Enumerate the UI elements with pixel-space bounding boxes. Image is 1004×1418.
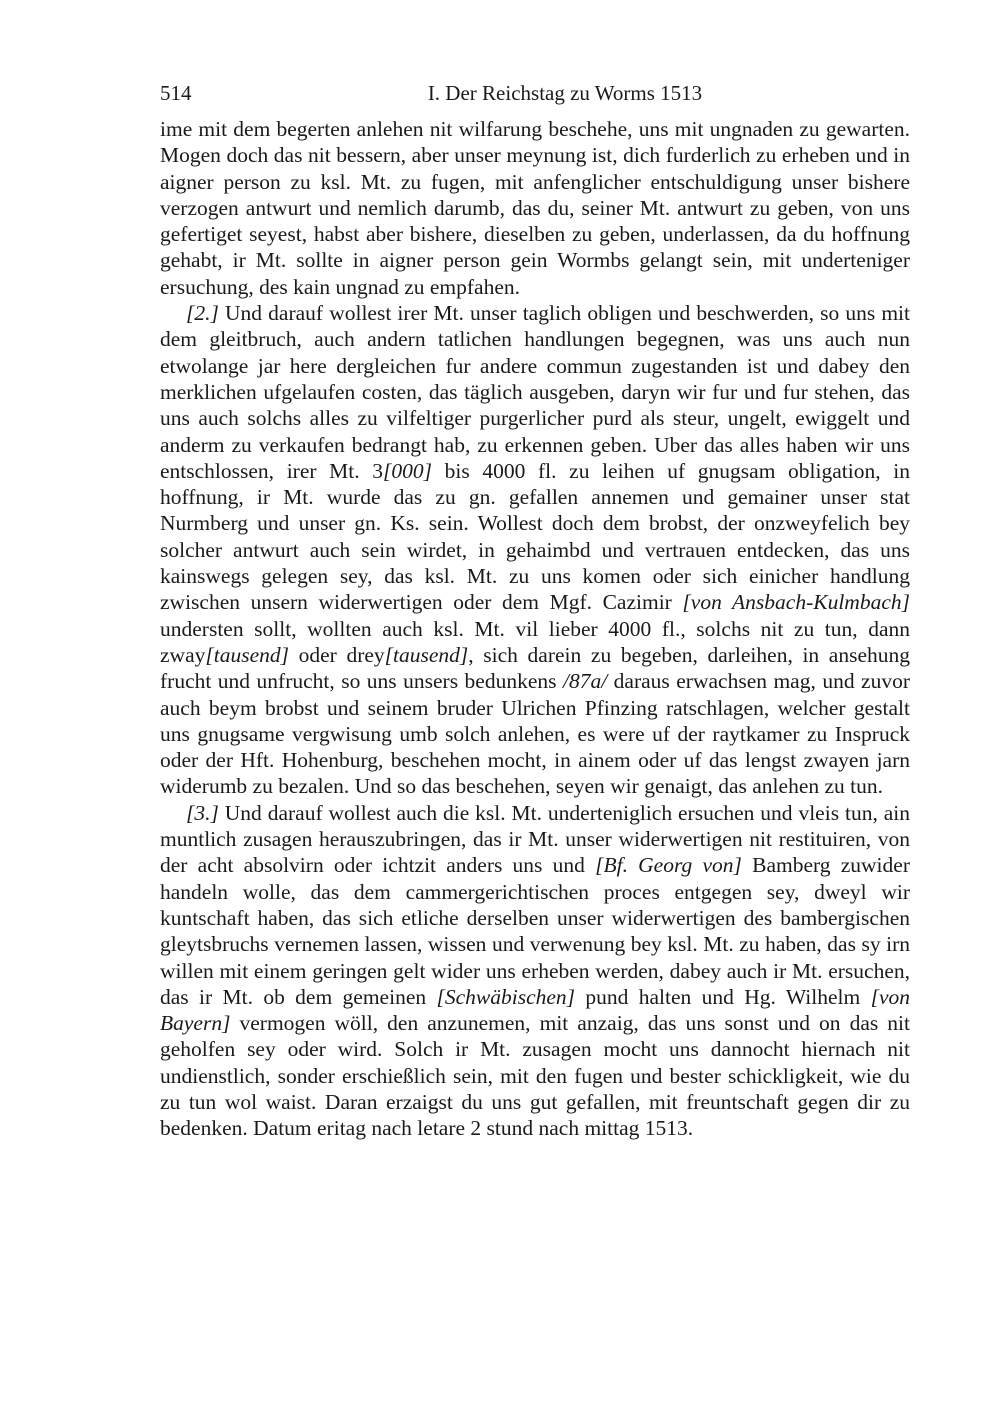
- page-number: 514: [160, 81, 192, 105]
- text-run: daraus erwachsen mag, und zuvor auch beym brobst und seinem bruder Ulrichen Pfinzing ratschlagen, welcher gestalt uns gnugsame vergwisung umb solch anlehen, es were uf der raytkamer zu Inspruck oder der Hft. Hohenburg, beschehen mocht, in ainem oder uf das lengst zwayen jarn widerumb zu bezalen. Und so das beschehen, seyen wir genaigt, das anlehen zu tun.: [160, 669, 911, 799]
- editorial-insertion: [von Ansbach-Kulmbach]: [682, 590, 910, 615]
- editorial-insertion: [Schwäbischen]: [436, 984, 576, 1009]
- editorial-insertion: [von Bayern]: [160, 984, 910, 1036]
- text-run: vermogen wöll, den anzunemen, mit anzaig, das uns sonst und on das nit geholfen sey oder wird. Solch ir Mt. zusagen mocht uns dannocht hiernach nit undienstlich, sonder erschießlich sein, mit den fugen und bester schickligkeit, wie du zu tun wol waist. Daran erzaigst du uns gut gefallen, mit freuntschaft gegen dir zu bedenken. Datum eritag nach letare 2 stund nach mittag 1513.: [160, 1011, 910, 1141]
- editorial-insertion: [3.]: [186, 800, 219, 825]
- text-run: pund halten und Hg. Wilhelm: [575, 984, 871, 1009]
- text-run: , sich darein zu begeben, darleihen, in ansehung frucht und unfrucht, so uns unsers bedunkens: [160, 642, 911, 694]
- editorial-insertion: [Bf. Georg von]: [595, 853, 742, 878]
- text-run: oder drey: [289, 642, 385, 667]
- text-run: Bamberg zuwider handeln wolle, das dem cammergerichtischen proces entgegen sey, dweyl wir kuntschaft haben, das sich etliche derselben unser widerwertigen des bambergischen gleytsbruchs vernemen lassen, wissen und verwenung bey ksl. Mt. zu haben, das sy irn willen mit einem geringen gelt wider uns erheben werden, dabey auch ir Mt. ersuchen, das ir Mt. ob dem gemeinen: [160, 853, 910, 1009]
- text-run: ime mit dem begerten anlehen nit wilfarung beschehe, uns mit ungnaden zu gewarten. Mogen doch das nit bessern, aber unser meynung ist, dich furderlich zu erheben und in aigner person zu ksl. Mt. zu fugen, mit anfenglicher entschuldigung unser bishere verzogen antwurt und nemlich darumb, das du, seiner Mt. antwurt zu geben, von uns gefertiget seyest, habst aber bishere, dieselben zu geben, underlassen, da du hoffnung gehabt, ir Mt. sollte in aigner person gein Wormbs gelangt sein, mit underteniger ersuchung, des kain ungnad zu empfahen.: [160, 117, 910, 299]
- text-run: Und darauf wollest irer Mt. unser taglich obligen und beschwerden, so uns mit dem gleitbruch, auch andern tatlichen handlungen begegnen, was uns auch nun etwolange jar here dergleichen fur andere commun zugestanden ist und dabey den merklichen ufgelaufen costen, das täglich ausgeben, daryn wir fur und fur stehen, das uns auch solchs alles zu vilfeltiger purgerlicher purd als steur, ungelt, ewiggelt und anderm zu verkaufen bedrangt hab, zu erkennen geben. Uber das alles haben wir uns entschlossen, irer Mt. 3: [160, 301, 910, 483]
- body-text: [160, 116, 910, 1142]
- editorial-insertion: /87a/: [563, 669, 608, 694]
- editorial-insertion: [tausend]: [384, 642, 469, 667]
- text-run: understen sollt, wollten auch ksl. Mt. vil lieber 4000 fl., solchs nit zu tun, dann zway: [160, 616, 910, 667]
- document-page: [160, 80, 910, 1142]
- text-run: bis 4000 fl. zu leihen uf gnugsam obligation, in hoffnung, ir Mt. wurde das zu gn. gefallen annemen und gemainer unser stat Nurmberg und unser gn. Ks. sein. Wollest doch dem brobst, der onzweyfelich bey solcher antwurt auch sein wirdet, in gehaimbd und vertrauen entdecken, das uns kainswegs gelegen sey, das ksl. Mt. zu uns komen oder sich einicher handlung zwischen unsern widerwertigen oder dem Mgf. Cazimir: [160, 458, 910, 615]
- text-run: Und darauf wollest auch die ksl. Mt. underteniglich ersuchen und vleis tun, ain muntlich zusagen herauszubringen, das ir Mt. unser widerwertigen nit restituiren, von der acht absolvirn oder ichtzit anders uns und: [160, 800, 910, 878]
- editorial-insertion: [2.]: [186, 301, 219, 326]
- editorial-insertion: [000]: [383, 458, 432, 483]
- paragraph: [160, 300, 910, 800]
- paragraph: [160, 800, 910, 1142]
- paragraph: [160, 116, 910, 300]
- editorial-insertion: [tausend]: [205, 642, 289, 667]
- running-title: I. Der Reichstag zu Worms 1513: [427, 81, 703, 105]
- page-header: [160, 80, 910, 116]
